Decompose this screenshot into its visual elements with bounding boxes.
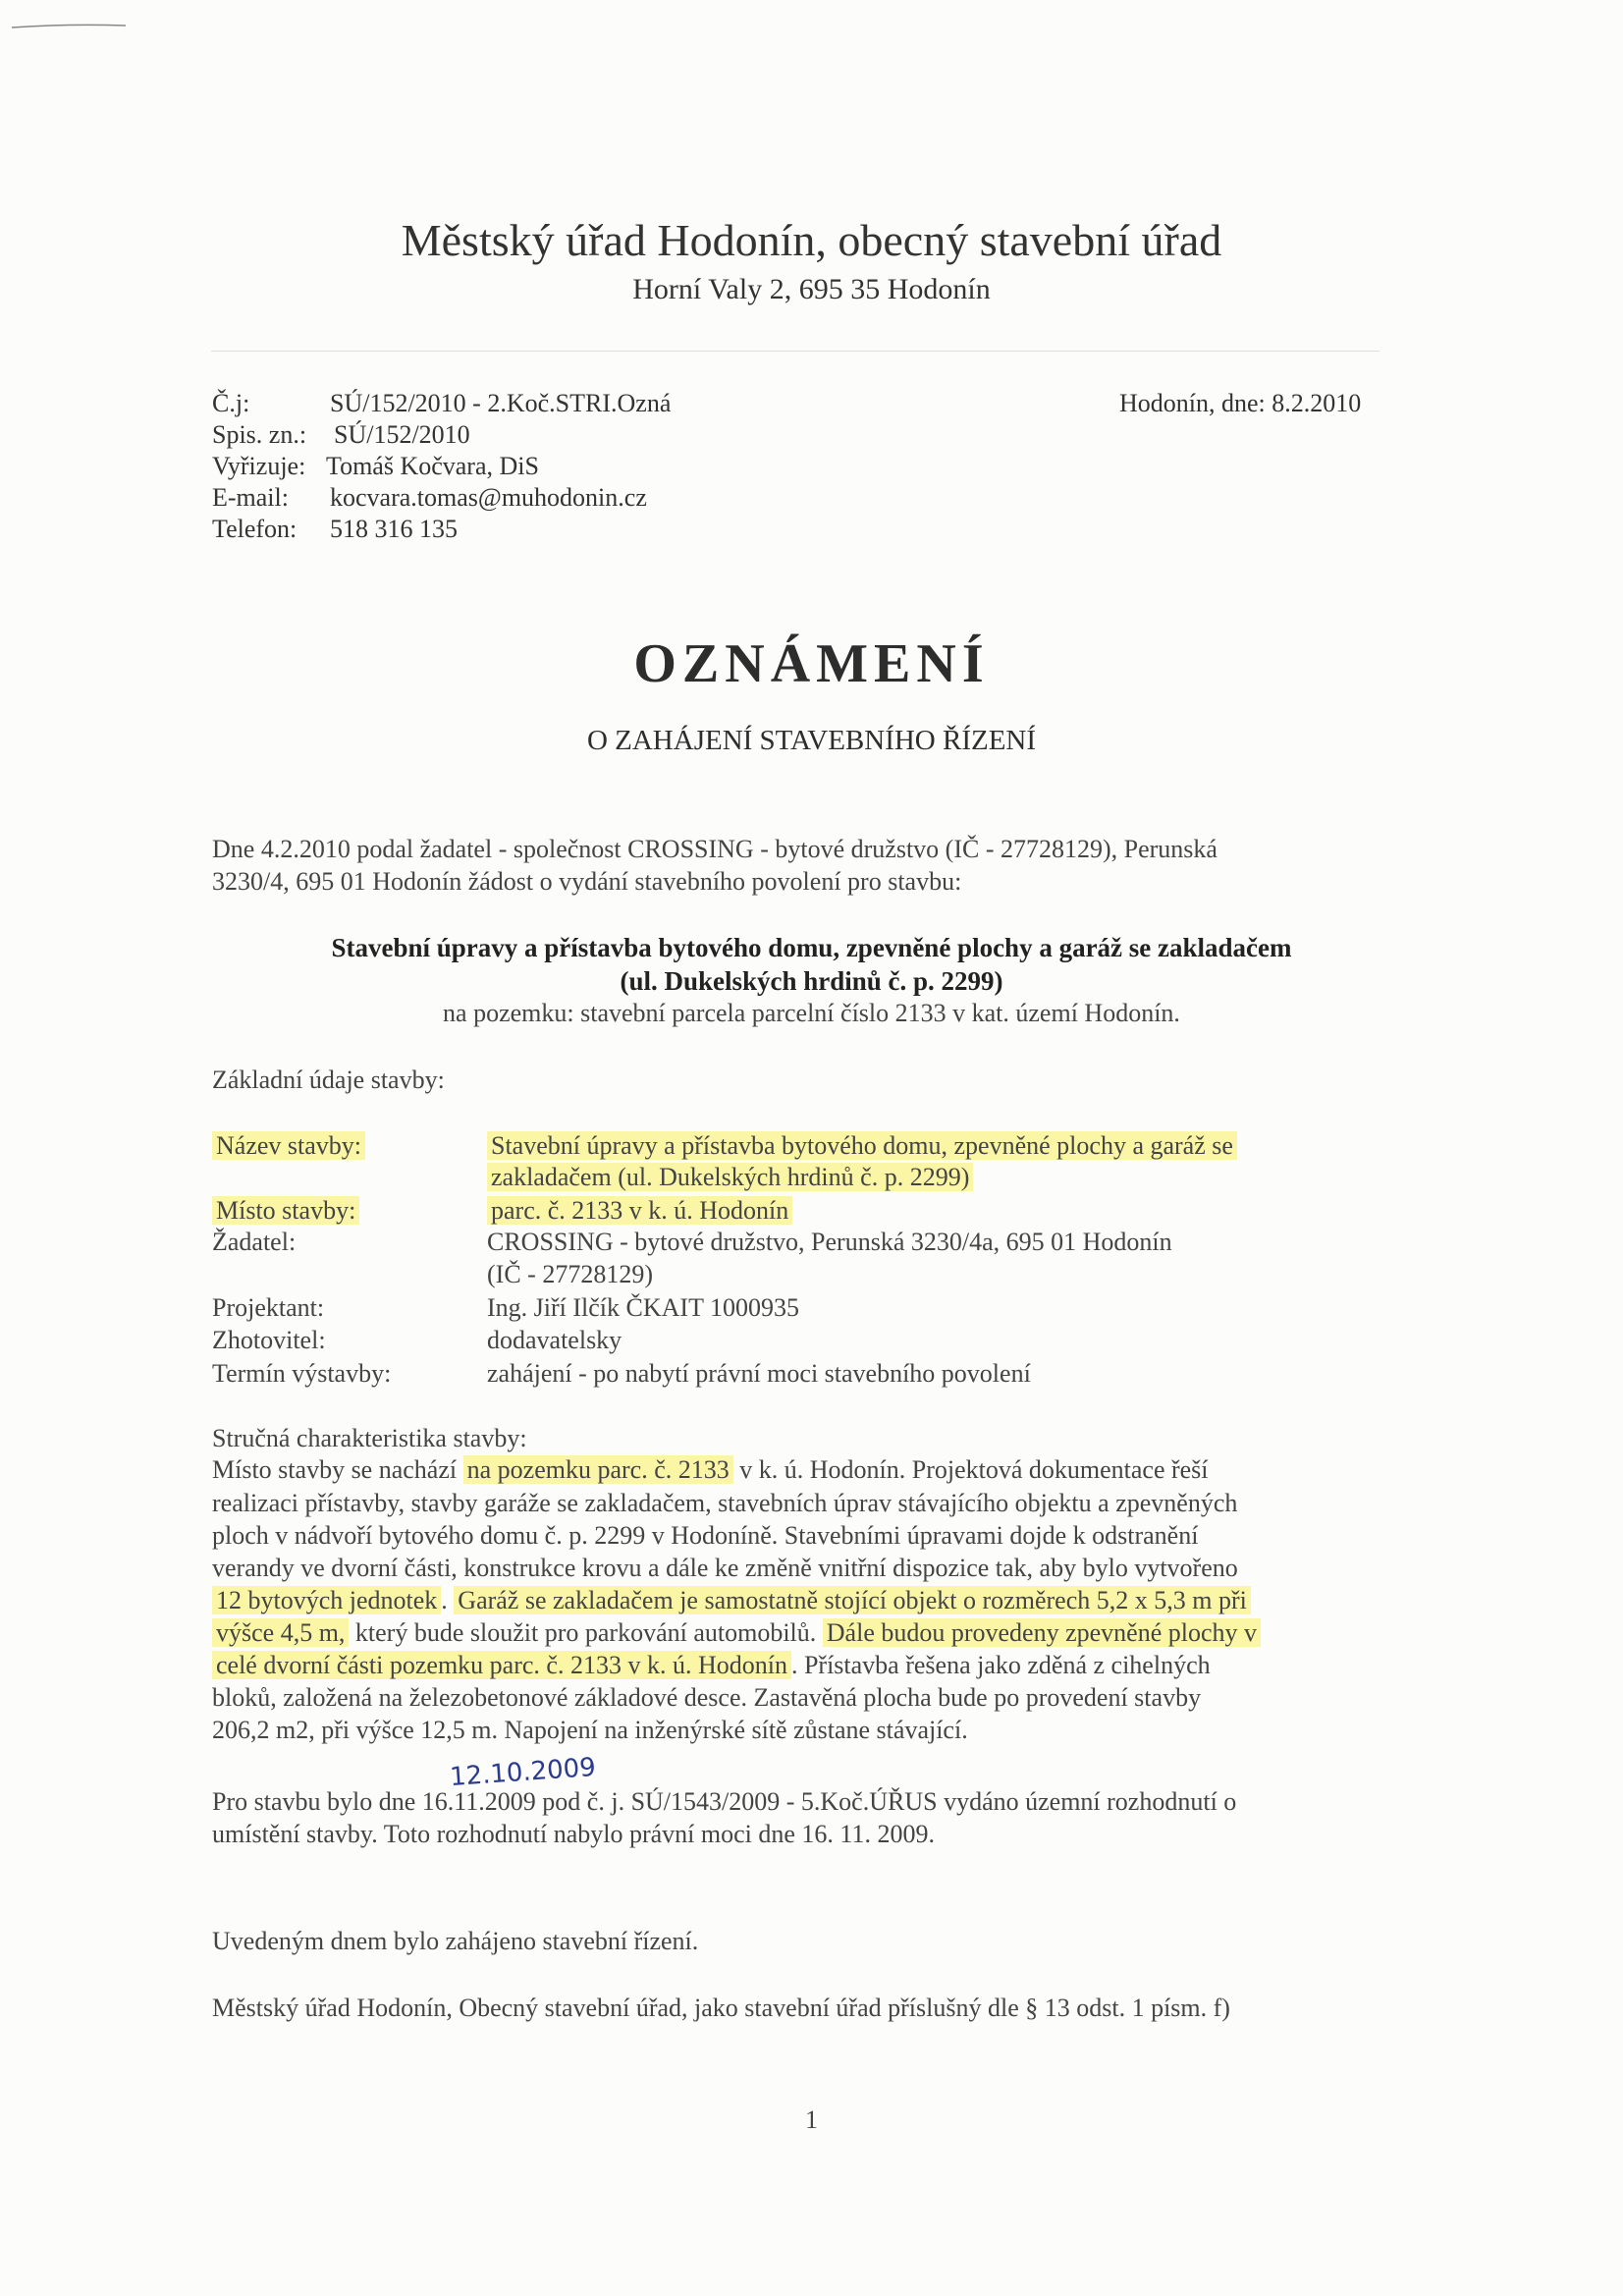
page-number: 1 [805, 2105, 818, 2134]
handwritten-date: 12.10.2009 [449, 1752, 597, 1793]
row-label-zhotovitel: Zhotovitel: [212, 1326, 326, 1354]
char-line-2: realizaci přístavby, stavby garáže se zakladačem, stavebních úprav stávajícího objektu a zpevněných [212, 1489, 1238, 1517]
highlight-courtyard: celé dvorní části pozemku parc. č. 2133 v k. ú. Hodonín [212, 1651, 791, 1679]
char-line-6: výšce 4,5 m, který bude sloužit pro parkování automobilů. Dále budou provedeny zpevněné plochy v [212, 1618, 1261, 1648]
pen-mark [10, 22, 128, 29]
highlight-units: 12 bytových jednotek [212, 1586, 441, 1614]
document-date: Hodonín, dne: 8.2.2010 [1119, 389, 1362, 417]
char-line-1: Místo stavby se nachází na pozemku parc. č. 2133 v k. ú. Hodonín. Projektová dokumentace řeší [212, 1455, 1209, 1484]
decision-line-2: umístění stavby. Toto rozhodnutí nabylo právní moci dne 16. 11. 2009. [212, 1820, 935, 1848]
basic-data-heading: Základní údaje stavby: [212, 1066, 445, 1094]
char-line-3: ploch v nádvoří bytového domu č. p. 2299 v Hodoníně. Stavebními úpravami dojde k odstranění [212, 1521, 1199, 1550]
highlight-height: výšce 4,5 m, [212, 1618, 349, 1647]
office-address: Horní Valy 2, 695 35 Hodonín [632, 273, 991, 305]
row-label-misto: Místo stavby: [212, 1196, 359, 1225]
highlight-parcel: na pozemku parc. č. 2133 [463, 1455, 733, 1484]
intro-line-1: Dne 4.2.2010 podal žadatel - společnost CROSSING - bytové družstvo (IČ - 27728129), Perunská [212, 835, 1217, 863]
row-value-nazev-1: Stavební úpravy a přístavba bytového domu, zpevněné plochy a garáž se [487, 1131, 1237, 1160]
row-label-projektant: Projektant: [212, 1293, 325, 1322]
char-line-5: 12 bytových jednotek . Garáž se zakladačem je samostatně stojící objekt o rozměrech 5,2 x 5,3 m při [212, 1586, 1251, 1615]
row-value-zadatel-1: CROSSING - bytové družstvo, Perunská 3230/4a, 695 01 Hodonín [487, 1228, 1172, 1256]
authority-statement: Městský úřad Hodonín, Obecný stavební úřad, jako stavební úřad příslušný dle § 13 odst. 1 písm. f) [212, 1994, 1230, 2022]
project-title-line-1: Stavební úpravy a přístavba bytového domu, zpevněné plochy a garáž se zakladačem [331, 933, 1292, 962]
cj-value: SÚ/152/2010 - 2.Koč.STRI.Ozná [330, 389, 672, 417]
reference-block [212, 389, 1096, 556]
row-label-zadatel: Žadatel: [212, 1228, 297, 1256]
highlight-garage: Garáž se zakladačem je samostatně stojící objekt o rozměrech 5,2 x 5,3 m při [454, 1586, 1251, 1614]
telefon-label: Telefon: [212, 515, 298, 543]
telefon-value: 518 316 135 [330, 515, 458, 543]
email-label: E-mail: [212, 483, 289, 512]
row-value-zhotovitel: dodavatelsky [487, 1326, 622, 1354]
project-title-line-2: (ul. Dukelských hrdinů č. p. 2299) [620, 966, 1003, 996]
spis-value: SÚ/152/2010 [334, 420, 470, 449]
cj-label: Č.j: [212, 389, 250, 417]
project-location: na pozemku: stavební parcela parcelní číslo 2133 v kat. území Hodonín. [443, 999, 1180, 1027]
decision-line-1: Pro stavbu bylo dne 16.11.2009 pod č. j. SÚ/1543/2009 - 5.Koč.ÚŘUS vydáno územní rozhodnutí o [212, 1787, 1237, 1816]
started-statement: Uvedeným dnem bylo zahájeno stavební řízení. [212, 1927, 699, 1955]
vyrizuje-value: Tomáš Kočvara, DiS [326, 452, 539, 480]
intro-line-2: 3230/4, 695 01 Hodonín žádost o vydání stavebního povolení pro stavbu: [212, 867, 962, 896]
header-divider [211, 351, 1380, 352]
row-value-nazev-2: zakladačem (ul. Dukelských hrdinů č. p. 2299) [487, 1163, 973, 1191]
char-line-8: bloků, založená na železobetonové základové desce. Zastavěná plocha bude po provedení stavby [212, 1683, 1202, 1712]
row-label-termin: Termín výstavby: [212, 1359, 392, 1388]
document-title: OZNÁMENÍ [633, 633, 990, 694]
office-title: Městský úřad Hodonín, obecný stavební úřad [401, 215, 1222, 265]
vyrizuje-label: Vyřizuje: [212, 452, 306, 480]
characteristics-heading: Stručná charakteristika stavby: [212, 1424, 527, 1452]
document-subtitle: O ZAHÁJENÍ STAVEBNÍHO ŘÍZENÍ [586, 725, 1037, 756]
email-value: kocvara.tomas@muhodonin.cz [330, 483, 647, 512]
char-line-9: 206,2 m2, při výšce 12,5 m. Napojení na inženýrské sítě zůstane stávající. [212, 1716, 968, 1744]
highlight-surfaces: Dále budou provedeny zpevněné plochy v [823, 1618, 1261, 1647]
row-value-misto: parc. č. 2133 v k. ú. Hodonín [487, 1196, 792, 1225]
row-value-projektant: Ing. Jiří Ilčík ČKAIT 1000935 [487, 1293, 799, 1322]
row-label-nazev: Název stavby: [212, 1131, 365, 1160]
char-line-7: celé dvorní části pozemku parc. č. 2133 v k. ú. Hodonín . Přístavba řešena jako zděná z cihelných [212, 1651, 1211, 1680]
spis-label: Spis. zn.: [212, 420, 307, 449]
row-value-zadatel-2: (IČ - 27728129) [487, 1260, 653, 1288]
row-value-termin: zahájení - po nabytí právní moci stavebního povolení [487, 1359, 1031, 1388]
char-line-4: verandy ve dvorní části, konstrukce krovu a dále ke změně vnitřní dispozice tak, aby bylo vytvořeno [212, 1554, 1238, 1582]
